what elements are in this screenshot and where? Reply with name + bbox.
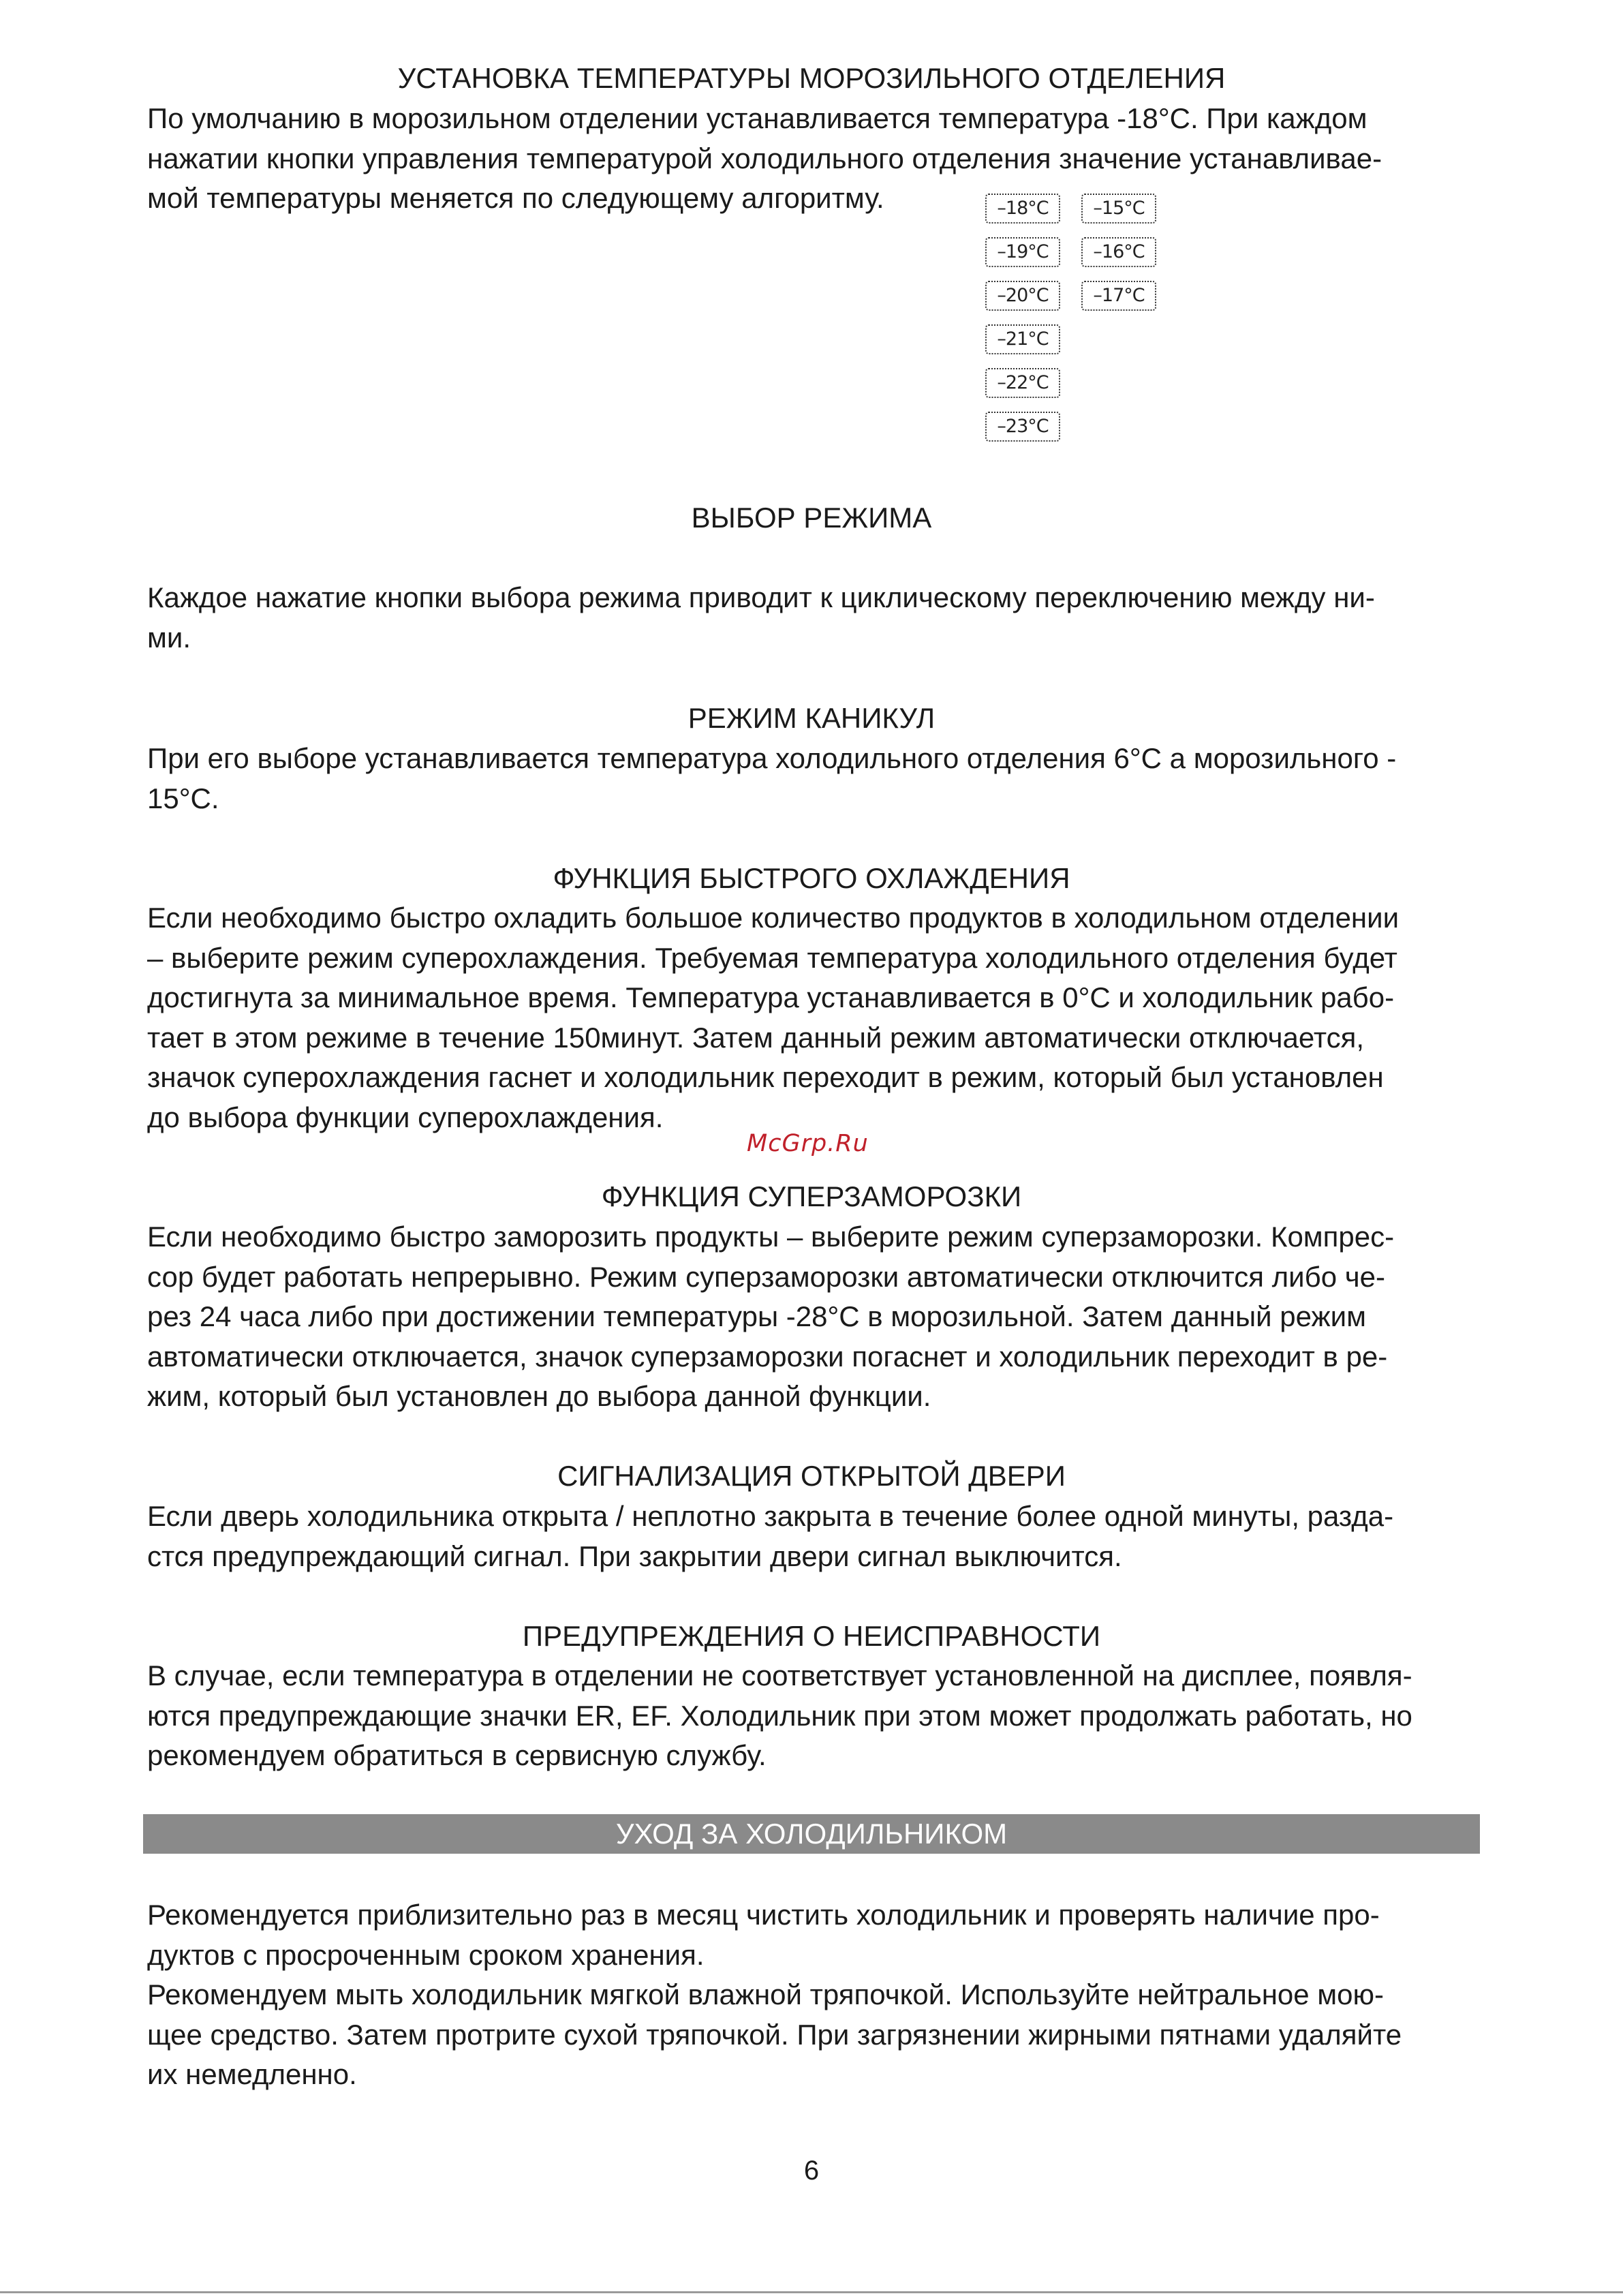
text-line: тает в этом режиме в течение 150минут. Затем данный режим автоматически отключается, (147, 1021, 1365, 1054)
heading-vacation: РЕЖИМ КАНИКУЛ (687, 702, 936, 734)
heading-mode-select: ВЫБОР РЕЖИМА (691, 502, 932, 534)
text-line: дуктов с просроченным сроком хранения. (147, 1938, 705, 1971)
paragraph-door-alarm (147, 1497, 1483, 1576)
text-line: до выбора функции суперохлаждения. (147, 1101, 664, 1133)
text-line: их немедленно. (147, 2058, 357, 2090)
text-line: жим, который был установлен до выбора данной функции. (147, 1380, 931, 1412)
text-line: Если необходимо быстро охладить большое количество продуктов в холодильном отделении (147, 902, 1400, 934)
text-line: мой температуры меняется по следующему алгоритму. (147, 182, 884, 214)
paragraph-care (147, 1895, 1483, 2095)
temp-value-box: –23°C (985, 412, 1060, 442)
temp-sequence-column-1 (985, 194, 1060, 442)
page-bottom-rule (0, 2291, 1623, 2293)
text-line: ются предупреждающие значки ER, EF. Холодильник при этом может продолжать работать, но (147, 1699, 1412, 1732)
temp-value-box: –20°C (985, 281, 1060, 311)
temp-value-box: –22°C (985, 368, 1060, 398)
text-line: стся предупреждающий сигнал. При закрытии двери сигнал выключится. (147, 1540, 1122, 1572)
text-line: Каждое нажатие кнопки выбора режима приводит к циклическому переключению между ни- (147, 581, 1375, 613)
watermark-link[interactable]: McGrp.Ru (747, 1130, 869, 1157)
paragraph-mode-select (147, 578, 1483, 658)
heading-super-freeze: ФУНКЦИЯ СУПЕРЗАМОРОЗКИ (601, 1180, 1022, 1212)
temp-value-box: –15°C (1081, 194, 1156, 224)
text-line: ми. (147, 621, 191, 654)
text-line: – выберите режим суперохлаждения. Требуемая температура холодильного отделения будет (147, 941, 1397, 974)
paragraph-fast-cool (147, 898, 1483, 1137)
heading-door-alarm: СИГНАЛИЗАЦИЯ ОТКРЫТОЙ ДВЕРИ (557, 1460, 1066, 1492)
text-line: автоматически отключается, значок суперзаморозки погаснет и холодильник переходит в ре- (147, 1340, 1388, 1373)
text-line: Если дверь холодильника открыта / неплотно закрыта в течение более одной минуты, разда- (147, 1500, 1394, 1532)
temp-value-box: –16°C (1081, 237, 1156, 267)
page-number: 6 (803, 2156, 820, 2186)
section-banner-care: УХОД ЗА ХОЛОДИЛЬНИКОМ (143, 1814, 1480, 1854)
temp-value-box: –21°C (985, 324, 1060, 354)
temp-value-box: –17°C (1081, 281, 1156, 311)
heading-fast-cool: ФУНКЦИЯ БЫСТРОГО ОХЛАЖДЕНИЯ (553, 862, 1070, 894)
text-line: значок суперохлаждения гаснет и холодильник переходит в режим, который был установлен (147, 1061, 1384, 1093)
text-line: щее средство. Затем протрите сухой тряпочкой. При загрязнении жирными пятнами удаляйте (147, 2018, 1402, 2051)
paragraph-super-freeze (147, 1217, 1483, 1417)
heading-malfunction: ПРЕДУПРЕЖДЕНИЯ О НЕИСПРАВНОСТИ (522, 1620, 1101, 1652)
temp-sequence-column-2 (1081, 194, 1156, 311)
text-line: Рекомендуется приблизительно раз в месяц чистить холодильник и проверять наличие про- (147, 1899, 1380, 1931)
text-line: В случае, если температура в отделении не соответствует установленной на дисплее, появля- (147, 1659, 1412, 1692)
text-line: рез 24 часа либо при достижении температуры -28°C в морозильной. Затем данный режим (147, 1300, 1366, 1332)
text-line: При его выборе устанавливается температура холодильного отделения 6°C а морозильного - (147, 742, 1397, 774)
text-line: рекомендуем обратиться в сервисную службу. (147, 1739, 767, 1771)
paragraph-freezer-temp (147, 99, 1483, 219)
temp-value-box: –19°C (985, 237, 1060, 267)
text-line: По умолчанию в морозильном отделении устанавливается температура -18°C. При каждом (147, 102, 1367, 134)
text-line: Рекомендуем мыть холодильник мягкой влажной тряпочкой. Используйте нейтральное мою- (147, 1978, 1385, 2010)
temp-value-box: –18°C (985, 194, 1060, 224)
paragraph-vacation (147, 739, 1483, 818)
heading-freezer-temp: УСТАНОВКА ТЕМПЕРАТУРЫ МОРОЗИЛЬНОГО ОТДЕЛЕНИЯ (397, 62, 1226, 94)
text-line: 15°C. (147, 782, 219, 814)
text-line: нажатии кнопки управления температурой холодильного отделения значение устанавливае- (147, 142, 1382, 174)
text-line: Если необходимо быстро заморозить продукты – выберите режим суперзаморозки. Компрес- (147, 1221, 1395, 1253)
paragraph-malfunction (147, 1656, 1483, 1776)
text-line: достигнута за минимальное время. Температура устанавливается в 0°C и холодильник рабо- (147, 981, 1395, 1013)
text-line: сор будет работать непрерывно. Режим суперзаморозки автоматически отключится либо че- (147, 1260, 1385, 1293)
